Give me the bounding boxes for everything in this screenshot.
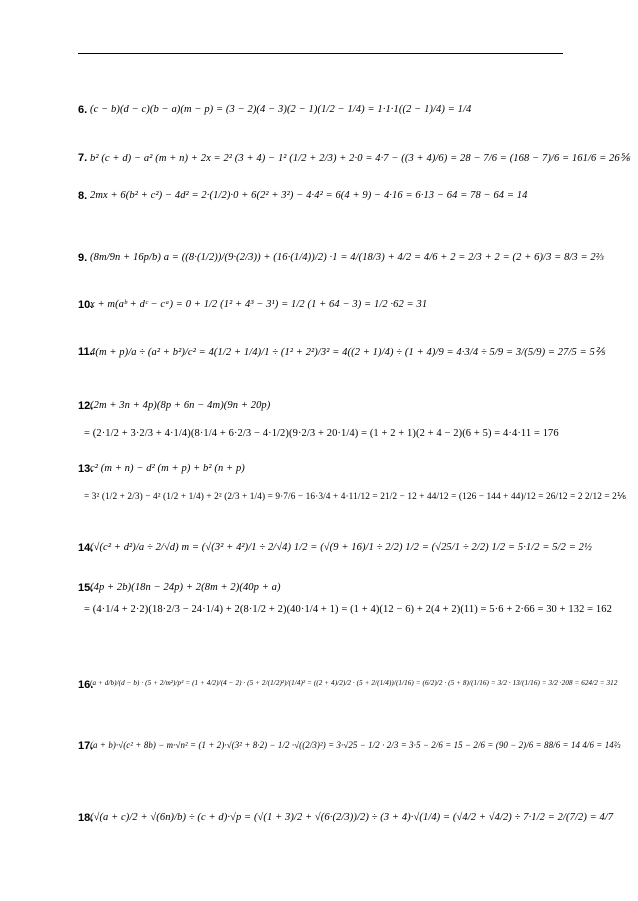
problem-expression: (√(a + c)/2 + √(6n)/b) ÷ (c + d)·√p = (√(1 + 3)/2 + √(6·(2/3))/2) ÷ (3 + 4)·√(1/4) = (√4/2 + √4/2) ÷ 7·1/2 = 2/(7/2) = 4/7 <box>90 812 614 823</box>
problem-number: 8. <box>78 190 88 202</box>
problem-number: 18. <box>78 812 94 824</box>
problem-expression: c² (m + n) − d² (m + p) + b² (n + p) <box>90 463 245 474</box>
problem-solution: = 3² (1/2 + 2/3) − 4² (1/2 + 1/4) + 2² (2/3 + 1/4) = 9·7/6 − 16·3/4 + 4·11/12 = 21/2 − 12 + 44/12 = (126 − 144 + 44)/12 = 26/12 = 2 2/12 = 2⅙ <box>84 492 627 502</box>
problem-number: 15. <box>78 582 94 594</box>
problem-number: 12. <box>78 400 94 412</box>
problem-expression: 4(m + p)/a ÷ (a² + b²)/c² = 4(1/2 + 1/4)/1 ÷ (1² + 2²)/3² = 4((2 + 1)/4) ÷ (1 + 4)/9 = 4·3/4 ÷ 5/9 = 3/(5/9) = 27/5 = 5⅖ <box>90 347 606 358</box>
header-rule <box>78 53 563 54</box>
problem-expression: x + m(aᵇ + dᶜ − cᵃ) = 0 + 1/2 (1² + 4³ − 3¹) = 1/2 (1 + 64 − 3) = 1/2 ·62 = 31 <box>90 299 428 310</box>
problem-expression: (c − b)(d − c)(b − a)(m − p) = (3 − 2)(4 − 3)(2 − 1)(1/2 − 1/4) = 1·1·1((2 − 1)/4) = 1/4 <box>90 104 472 115</box>
problem-solution: = (2·1/2 + 3·2/3 + 4·1/4)(8·1/4 + 6·2/3 − 4·1/2)(9·2/3 + 20·1/4) = (1 + 2 + 1)(2 + 4 − 2)(6 + 5) = 4·4·11 = 176 <box>84 428 559 439</box>
problem-solution: = (4·1/4 + 2·2)(18·2/3 − 24·1/4) + 2(8·1/2 + 2)(40·1/4 + 1) = (1 + 4)(12 − 6) + 2(4 + 2)(11) = 5·6 + 2·66 = 30 + 132 = 162 <box>84 604 612 615</box>
problem-expression: (2m + 3n + 4p)(8p + 6n − 4m)(9n + 20p) <box>90 400 271 411</box>
problem-number: 16. <box>78 679 94 691</box>
problem-number: 7. <box>78 152 88 164</box>
problem-expression: (a + d/b)/(d − b) · (5 + 2/m²)/p² = (1 + 4/2)/(4 − 2) · (5 + 2/(1/2)²)/(1/4)² = ((2 + 4)/2)/2 · (5 + 2/(1/4))/(1/16) = (6/2)/2 · (5 + 8)/(1/16) = 3/2 · 13/(1/16) = 3/2 ·208 = 624/2 = 312 <box>90 679 618 687</box>
problem-number: 6. <box>78 104 88 116</box>
problem-number: 13. <box>78 463 94 475</box>
problem-expression: (8m/9n + 16p/b) a = ((8·(1/2))/(9·(2/3)) + (16·(1/4))/2) ·1 = 4/(18/3) + 4/2 = 4/6 + 2 = 2/3 + 2 = (2 + 6)/3 = 8/3 = 2⅔ <box>90 252 604 263</box>
problem-number: 14. <box>78 542 94 554</box>
problem-number: 9. <box>78 252 88 264</box>
problem-number: 11. <box>78 346 93 358</box>
problem-expression: (a + b)·√(c² + 8b) − m·√n² = (1 + 2)·√(3² + 8·2) − 1/2 ·√((2/3)²) = 3·√25 − 1/2 · 2/3 = 3·5 − 2/6 = 15 − 2/6 = (90 − 2)/6 = 88/6 = 14 4/6 = 14⅔ <box>90 740 621 750</box>
problem-number: 17. <box>78 740 94 752</box>
problem-expression: (√(c² + d²)/a ÷ 2/√d) m = (√(3² + 4²)/1 ÷ 2/√4) 1/2 = (√(9 + 16)/1 ÷ 2/2) 1/2 = (√25/1 ÷ 2/2) 1/2 = 5·1/2 = 5/2 = 2½ <box>90 542 592 553</box>
problem-expression: 2mx + 6(b² + c²) − 4d² = 2·(1/2)·0 + 6(2² + 3²) − 4·4² = 6(4 + 9) − 4·16 = 6·13 − 64 = 78 − 64 = 14 <box>90 190 528 201</box>
problem-expression: b² (c + d) − a² (m + n) + 2x = 2² (3 + 4) − 1² (1/2 + 2/3) + 2·0 = 4·7 − ((3 + 4)/6) = 28 − 7/6 = (168 − 7)/6 = 161/6 = 26⅚ <box>90 153 630 164</box>
problem-expression: (4p + 2b)(18n − 24p) + 2(8m + 2)(40p + a) <box>90 582 281 593</box>
problem-number: 10. <box>78 299 94 311</box>
